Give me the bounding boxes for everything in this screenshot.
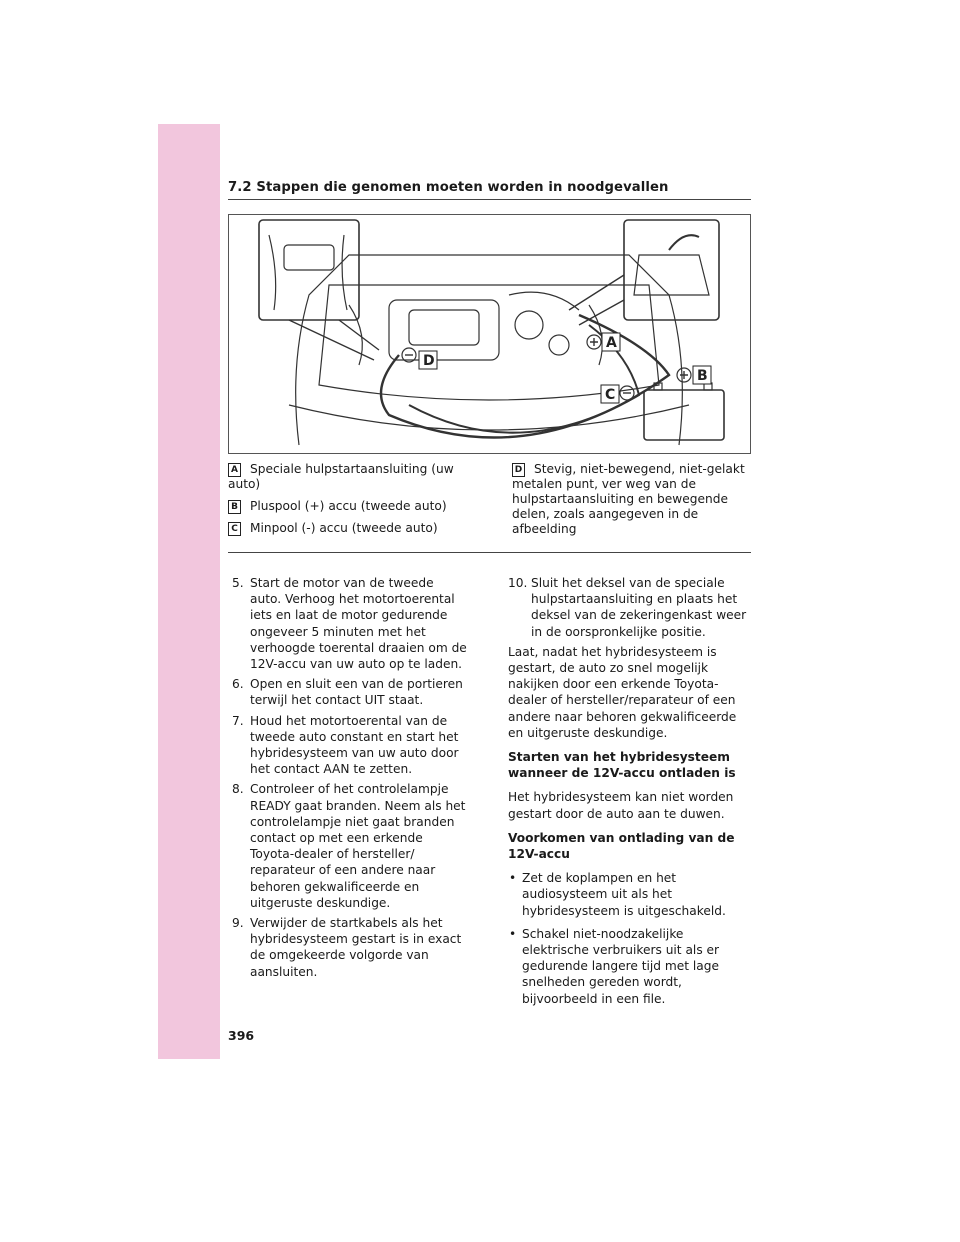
callout-label-a: A [606,335,617,351]
right-column [508,575,752,1014]
list-item [508,926,752,1007]
step-item [232,781,468,911]
callout-label-d: D [423,353,435,369]
step-item [508,575,752,640]
step-number: 7. [232,713,244,728]
step-item [232,915,468,980]
list-item [508,870,752,919]
step-number: 9. [232,916,244,931]
second-battery [644,390,724,440]
bullet-symbol: • [509,871,517,886]
step-text: Sluit het deksel van de speciale hulpstartaansluiting en plaats het deksel van de zekeringenkast weer in de oorspronkelijke positie. [531,576,747,639]
inset-right-detail [634,255,709,295]
section-header: 7.2 Stappen die genomen moeten worden in noodgevallen [228,180,669,195]
jump-start-illustration [228,214,751,454]
bullet-text: Schakel niet-noodzakelijke elektrische verbruikers uit als er gedurende langere tijd met lage snelheden gereden wordt, bijvoorbeeld in een file. [522,926,720,1006]
hose-line [509,292,579,310]
engine-cover [409,310,479,345]
legend-item-c [228,521,478,536]
paragraph-after-start: Laat, nadat het hybridesysteem is gestart, de auto zo snel mogelijk nakijken door een erkende Toyota-dealer of hersteller/reparateur of een andere naar behoren gekwalificeerde en uitgeruste deskundige. [508,644,737,740]
header-divider [228,199,751,200]
inset-left-part [284,245,334,270]
step-text: Start de motor van de tweede auto. Verhoog het motortoerental iets en laat de motor gedurende ongeveer 5 minuten met het verhoogde toerental draaien om de 12V-accu van uw auto op te laden. [250,576,467,672]
step-text: Verwijder de startkabels als het hybridesysteem gestart is in exact de omgekeerde volgorde van aansluiten. [250,916,462,979]
bullet-text: Zet de koplampen en het audiosysteem uit als het hybridesysteem is uitgeschakeld. [522,871,726,918]
jumper-cable-red [381,315,669,438]
callout-label-c: C [605,387,616,403]
step-item [232,713,468,778]
hose-line [349,305,362,365]
legend-item-d [512,462,752,537]
legend-text-a: Speciale hulpstartaansluiting (uw auto) [228,462,454,491]
engine-part [549,335,569,355]
subheading-discharged-battery: Starten van het hybridesysteem wanneer de 12V-accu ontladen is [508,750,736,781]
inset-right-arrow [669,235,699,250]
step-number: 5. [232,576,244,590]
subheading-prevent-discharge: Voorkomen van ontlading van de 12V-accu [508,830,735,862]
step-number: 8. [232,782,244,797]
step-text: Houd het motortoerental van de tweede auto constant en start het hybridesysteem van uw auto door het contact AAN te zetten. [250,713,459,777]
legend-divider [228,552,751,553]
legend-left [228,462,478,543]
chapter-tab-band [158,124,220,1059]
legend-key-c: C [228,522,241,536]
callout-label-b: B [697,368,708,384]
step-number: 6. [232,677,244,692]
step-text: Open en sluit een van de portieren terwijl het contact UIT staat. [250,677,463,708]
legend-key-d: D [512,463,525,477]
legend-item-a [228,462,478,492]
step-item [232,575,468,672]
inset-left-pointer [289,320,379,360]
engine-part [515,311,543,339]
page-number: 396 [228,1028,255,1043]
legend-text-c: Minpool (-) accu (tweede auto) [250,521,438,535]
paragraph-no-push-start: Het hybridesysteem kan niet worden gestart door de auto aan te duwen. [508,790,734,821]
step-text: Controleer of het controlelampje READY gaat branden. Neem als het controlelampje niet gaat branden contact op met een erkende Toyota-dealer of hersteller/ reparateur of een andere naar behoren gekwalificeerde en uitgeruste deskundige. [250,782,466,910]
legend-text-b: Pluspool (+) accu (tweede auto) [250,499,447,513]
step-number: 10. [508,576,528,590]
car-bumper-outline [289,405,689,430]
left-column [232,575,468,984]
engine-block [389,300,499,360]
legend-right [512,462,752,544]
bullet-symbol: • [509,926,517,941]
legend-key-a: A [228,463,241,477]
step-item [232,676,468,708]
legend-item-b [228,499,478,514]
legend-key-b: B [228,500,241,514]
legend-text-d: Stevig, niet-bewegend, niet-gelakt metalen punt, ver weg van de hulpstartaansluiting en bewegende delen, zoals aangegeven in de afbeelding [512,462,745,536]
